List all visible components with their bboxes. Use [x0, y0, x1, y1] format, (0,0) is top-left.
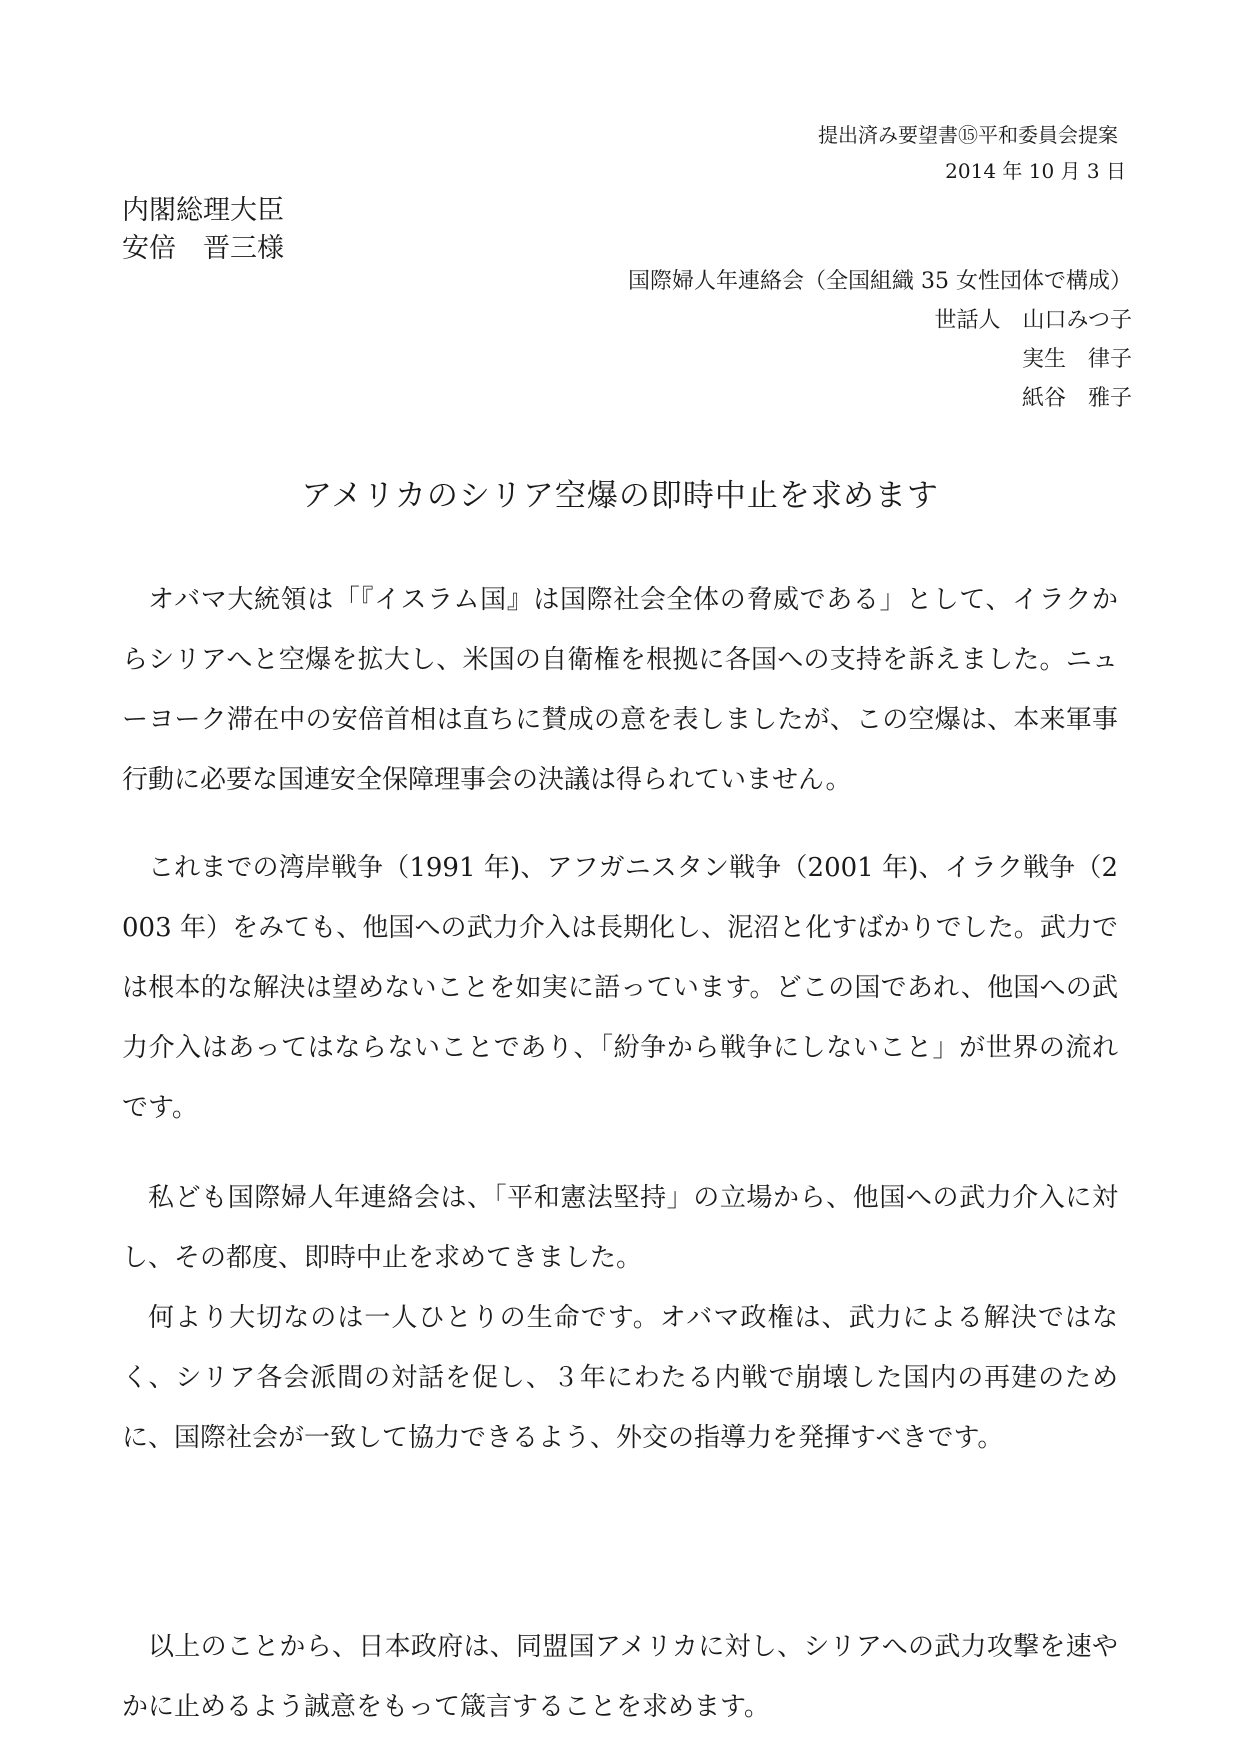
body-paragraph-5: 以上のことから、日本政府は、同盟国アメリカに対し、シリアへの武力攻撃を速やかに止めるよう誠意をもって箴言することを求めます。 — [122, 1632, 1118, 1722]
document-title: アメリカのシリア空爆の即時中止を求めます — [301, 478, 939, 514]
body-paragraph-4: 何より大切なのは一人ひとりの生命です。オバマ政権は、武力による解決ではなく、シリア各会派間の対話を促し、３年にわたる内戦で崩壊した国内の再建のために、国際社会が一致して協力できるよう、外交の指導力を発揮すべきです。 — [122, 1303, 1118, 1453]
addressee-name: 安倍 晋三様 — [122, 233, 284, 264]
sender-representative-3: 紙谷 雅子 — [1021, 386, 1132, 411]
document-date: 2014 年 10 月 3 日 — [945, 159, 1126, 183]
addressee-title: 内閣総理大臣 — [122, 195, 284, 226]
body-paragraph-1: オバマ大統領は「『イスラム国』は国際社会全体の脅威である」として、イラクからシリアへと空爆を拡大し、米国の自衛権を根拠に各国への支持を訴えました。ニューヨーク滞在中の安倍首相は直ちに賛成の意を表しましたが、この空爆は、本来軍事行動に必要な国連安全保障理事会の決議は得られていません。 — [122, 585, 1118, 795]
document-reference: 提出済み要望書⑮平和委員会提案 — [818, 123, 1118, 147]
sender-representative-1: 世話人 山口みつ子 — [934, 308, 1132, 333]
body-paragraph-3: 私ども国際婦人年連絡会は、「平和憲法堅持」の立場から、他国への武力介入に対し、その都度、即時中止を求めてきました。 — [122, 1183, 1118, 1273]
sender-representative-2: 実生 律子 — [1021, 347, 1132, 372]
sender-organization: 国際婦人年連絡会（全国組織 35 女性団体で構成） — [628, 269, 1132, 294]
body-paragraph-2: これまでの湾岸戦争（1991 年)、アフガニスタン戦争（2001 年)、イラク戦争（2003 年）をみても、他国への武力介入は長期化し、泥沼と化すばかりでした。武力では根本的な解決は望めないことを如実に語っています。どこの国であれ、他国への武力介入はあってはならないことであり、「紛争から戦争にしないこと」が世界の流れです。 — [122, 853, 1118, 1123]
